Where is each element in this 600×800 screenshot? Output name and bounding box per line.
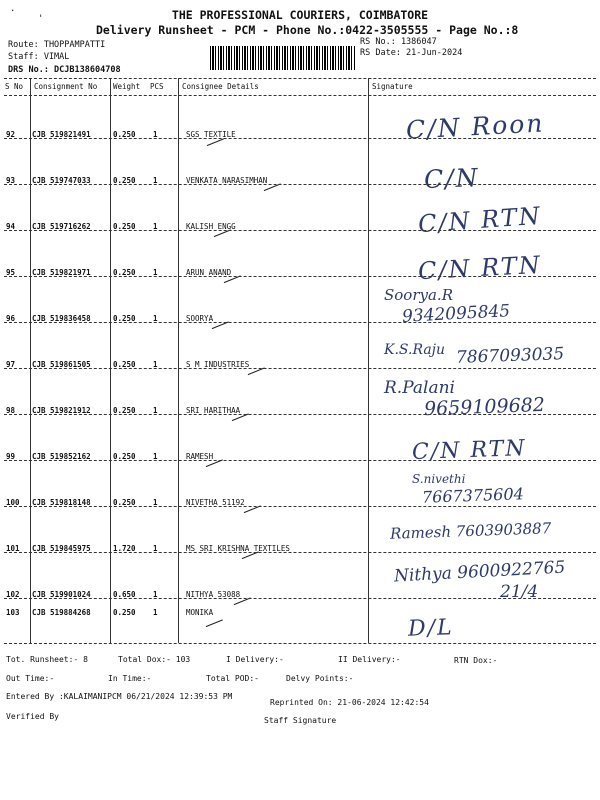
row-rule	[4, 322, 596, 323]
consignment-number: CJB 519818148	[32, 498, 91, 507]
weight: 0.250	[113, 130, 136, 139]
consignee-details: SOORYA	[186, 314, 214, 323]
signature-cell	[372, 516, 596, 560]
ii-delivery: II Delivery:-	[338, 655, 401, 664]
signature-line: R.Palani	[384, 378, 455, 398]
serial-number: 95	[6, 268, 16, 277]
weight: 0.250	[113, 608, 136, 617]
consignment-number: CJB 519821971	[32, 268, 91, 277]
weight: 0.250	[113, 498, 136, 507]
consignment-number: CJB 519884268	[32, 608, 91, 617]
row-rule	[4, 184, 596, 185]
row-rule	[4, 552, 596, 553]
consignment-number: CJB 519821912	[32, 406, 91, 415]
scan-speck: .	[10, 4, 16, 14]
consignee-details: NITHYA 53088	[186, 590, 241, 599]
serial-number: 103	[6, 608, 20, 617]
consignee-details: NIVETHA 51192	[186, 498, 245, 507]
serial-number: 92	[6, 130, 16, 139]
row-rule	[4, 230, 596, 231]
pieces: 1	[153, 314, 158, 323]
weight: 0.250	[113, 360, 136, 369]
table-top-rule	[4, 78, 596, 79]
signature-line: C/N RTN	[417, 201, 543, 239]
row-rule	[4, 506, 596, 507]
in-time: In Time:-	[108, 674, 152, 683]
row-rule	[4, 414, 596, 415]
route: Route: THOPPAMPATTI	[8, 40, 106, 50]
consignment-number: CJB 519836458	[32, 314, 91, 323]
pieces: 1	[153, 608, 158, 617]
signature-line: Soorya.R	[384, 286, 453, 304]
row-rule	[4, 276, 596, 277]
consignment-number: CJB 519747033	[32, 176, 91, 185]
consignee-details: VENKATA NARASIMHAN	[186, 176, 268, 185]
pieces: 1	[153, 406, 158, 415]
weight: 0.250	[113, 222, 136, 231]
weight: 0.250	[113, 176, 136, 185]
weight: 0.250	[113, 314, 136, 323]
signature-line: C/N Roon	[405, 108, 546, 145]
column-header-pcs: PCS	[150, 82, 164, 91]
signature-line: K.S.Raju	[384, 342, 446, 358]
weight: 0.250	[113, 452, 136, 461]
row-rule	[4, 138, 596, 139]
pieces: 1	[153, 498, 158, 507]
serial-number: 100	[6, 498, 20, 507]
signature-line: Nithya 9600922765	[393, 557, 566, 587]
scan-speck: '	[38, 14, 44, 24]
pieces: 1	[153, 268, 158, 277]
serial-number: 96	[6, 314, 16, 323]
drs-number: DRS No.: DCJB138604708	[8, 65, 121, 75]
signature-line: C/N	[423, 163, 480, 194]
column-header-signature: Signature	[372, 82, 413, 91]
pieces: 1	[153, 360, 158, 369]
signature-cell	[372, 378, 596, 422]
signature-line: C/N RTN	[417, 250, 543, 286]
row-rule	[4, 460, 596, 461]
consignment-number: CJB 519845975	[32, 544, 91, 553]
serial-number: 102	[6, 590, 20, 599]
signature-cell	[372, 470, 596, 514]
signature-line: 9342095845	[401, 301, 511, 327]
weight: 0.650	[113, 590, 136, 599]
delivery-points: Delvy Points:-	[286, 674, 354, 683]
total-runsheet: Tot. Runsheet:- 8	[6, 655, 88, 664]
consignee-details: MS SRI KRISHNA TEXTILES	[186, 544, 290, 553]
rs-date: RS Date: 21-Jun-2024	[360, 48, 463, 58]
out-time: Out Time:-	[6, 674, 55, 683]
pieces: 1	[153, 590, 158, 599]
runsheet-title: Delivery Runsheet - PCM - Phone No.:0422-3505555 - Page No.:8	[96, 23, 519, 37]
consignee-details: SRI HARITHAA	[186, 406, 241, 415]
table-bottom-rule	[4, 643, 596, 644]
signature-line: S.nivethi	[412, 472, 466, 486]
signature-line: 7867093035	[455, 344, 565, 368]
consignment-number: CJB 519821491	[32, 130, 91, 139]
serial-number: 97	[6, 360, 16, 369]
total-dox: Total Dox:- 103	[118, 655, 191, 664]
barcode	[210, 46, 355, 70]
column-header-sno: S No	[5, 82, 24, 91]
weight: 1.720	[113, 544, 136, 553]
consignment-number: CJB 519901024	[32, 590, 91, 599]
pieces: 1	[153, 222, 158, 231]
consignment-number: CJB 519861505	[32, 360, 91, 369]
rtn-dox: RTN Dox:-	[454, 656, 498, 665]
verified-by: Verified By	[6, 712, 59, 721]
serial-number: 99	[6, 452, 16, 461]
consignee-details: ARUN ANAND	[186, 268, 232, 277]
pieces: 1	[153, 176, 158, 185]
row-rule	[4, 598, 596, 599]
serial-number: 101	[6, 544, 20, 553]
weight: 0.250	[113, 268, 136, 277]
reprinted-on: Reprinted On: 21-06-2024 12:42:54	[270, 698, 429, 707]
signature-line: 7667375604	[421, 484, 525, 507]
signature-line: C/N RTN	[411, 436, 527, 465]
signature-line: Ramesh 7603903887	[389, 519, 552, 543]
consignee-details: SGS TEXTILE	[186, 130, 236, 139]
consignee-details: MONIKA	[186, 608, 214, 617]
consignee-details: S M INDUSTRIES	[186, 360, 250, 369]
pieces: 1	[153, 544, 158, 553]
company-name: THE PROFESSIONAL COURIERS, COIMBATORE	[171, 8, 429, 22]
signature-cell	[372, 612, 596, 656]
pieces: 1	[153, 452, 158, 461]
weight: 0.250	[113, 406, 136, 415]
serial-number: 94	[6, 222, 16, 231]
consignment-number: CJB 519852162	[32, 452, 91, 461]
consignee-details: RAMESH	[186, 452, 214, 461]
table-row	[0, 608, 600, 654]
entered-by: Entered By :KALAIMANIPCM 06/21/2024 12:39:53 PM	[6, 692, 233, 701]
signature-line: D/L	[407, 615, 455, 642]
staff: Staff: VIMAL	[8, 52, 70, 62]
row-rule	[4, 368, 596, 369]
consignment-number: CJB 519716262	[32, 222, 91, 231]
header-rule	[4, 95, 596, 96]
rs-number: RS No.: 1386047	[360, 37, 437, 47]
consignee-details: KALISH ENGG	[186, 222, 236, 231]
total-pod: Total POD:-	[206, 674, 259, 683]
signature-line: 9659109682	[423, 393, 546, 421]
i-delivery: I Delivery:-	[226, 655, 284, 664]
column-header-consignee: Consignee Details	[182, 82, 259, 91]
pieces: 1	[153, 130, 158, 139]
column-header-consignment: Consignment No	[34, 82, 98, 91]
signature-cell	[372, 424, 596, 468]
serial-number: 98	[6, 406, 16, 415]
signature-cell	[372, 557, 596, 606]
signature-line: 21/4	[500, 582, 539, 602]
column-header-weight: Weight	[113, 82, 141, 91]
signature-cell	[372, 148, 596, 192]
signature-cell	[372, 102, 596, 146]
serial-number: 93	[6, 176, 16, 185]
staff-signature: Staff Signature	[264, 716, 337, 725]
